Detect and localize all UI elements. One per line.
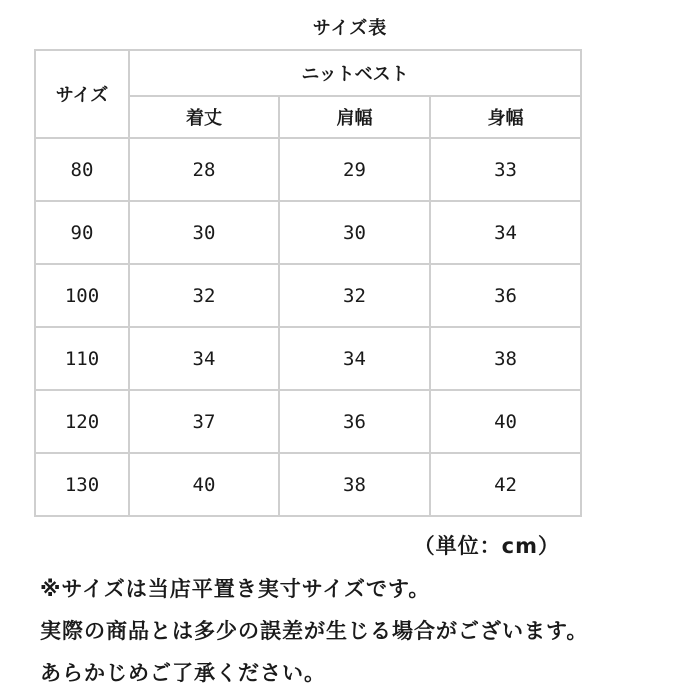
table-cell: 38: [279, 453, 430, 516]
note-line: 実際の商品とは多少の誤差が生じる場合がございます。: [40, 619, 589, 643]
table-cell: 37: [129, 390, 279, 453]
column-header-chest: 身幅: [430, 96, 581, 138]
page-title: サイズ表: [312, 18, 388, 39]
table-cell: 30: [279, 201, 430, 264]
table-cell: 30: [129, 201, 279, 264]
size-cell: 90: [35, 201, 129, 264]
column-header-length: 着丈: [129, 96, 279, 138]
table-cell: 38: [430, 327, 581, 390]
table-cell: 34: [279, 327, 430, 390]
notes-block: [40, 568, 690, 694]
table-cell: 33: [430, 138, 581, 201]
table-row: [35, 327, 581, 390]
table-row: [35, 201, 581, 264]
unit-note: （単位：cm）: [413, 534, 560, 558]
size-cell: 120: [35, 390, 129, 453]
table-row: [35, 264, 581, 327]
size-cell: 100: [35, 264, 129, 327]
table-cell: 36: [279, 390, 430, 453]
size-table: [34, 49, 582, 517]
size-cell: 80: [35, 138, 129, 201]
size-cell: 130: [35, 453, 129, 516]
table-cell: 32: [129, 264, 279, 327]
table-cell: 28: [129, 138, 279, 201]
table-row: [35, 453, 581, 516]
size-column-header: サイズ: [35, 50, 129, 138]
table-cell: 42: [430, 453, 581, 516]
column-header-shoulder: 肩幅: [279, 96, 430, 138]
table-cell: 36: [430, 264, 581, 327]
table-cell: 34: [430, 201, 581, 264]
table-cell: 40: [129, 453, 279, 516]
note-line: ※サイズは当店平置き実寸サイズです。: [40, 577, 431, 601]
table-cell: 40: [430, 390, 581, 453]
table-row: [35, 390, 581, 453]
table-cell: 32: [279, 264, 430, 327]
table-cell: 34: [129, 327, 279, 390]
note-line: あらかじめご了承ください。: [40, 661, 326, 685]
table-cell: 29: [279, 138, 430, 201]
table-row: [35, 138, 581, 201]
size-cell: 110: [35, 327, 129, 390]
group-header: ニットベスト: [129, 50, 581, 96]
